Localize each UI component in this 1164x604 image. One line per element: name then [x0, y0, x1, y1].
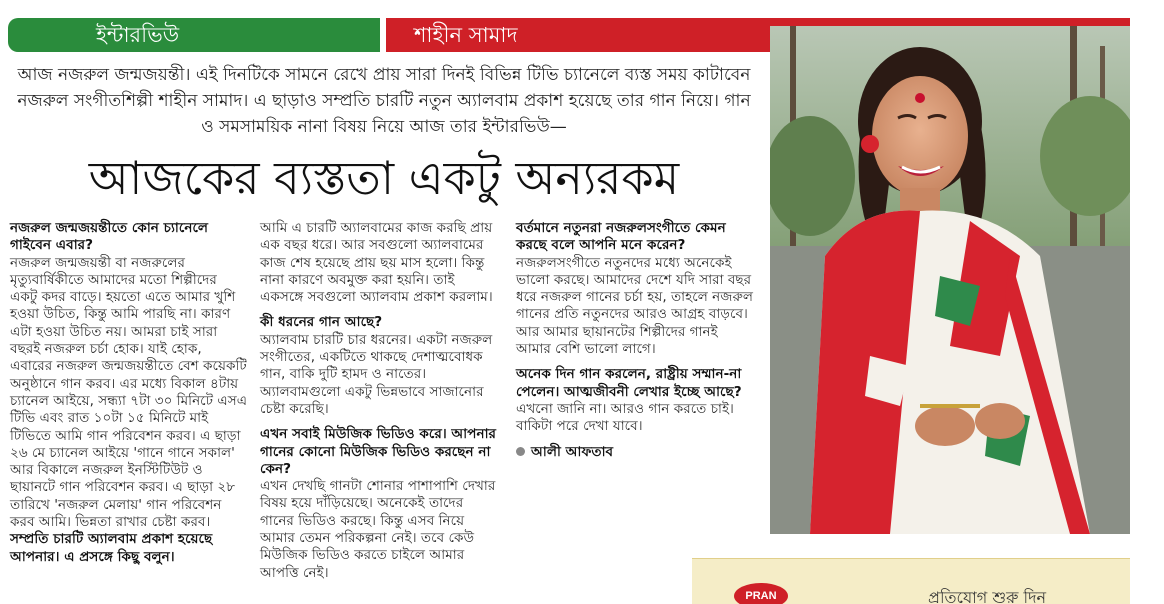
question-2: সম্প্রতি চারটি অ্যালবাম প্রকাশ হয়েছে আপনার। এ প্রসঙ্গে কিছু বলুন।	[10, 531, 213, 565]
column-1	[10, 220, 248, 566]
question-1: নজরুল জন্মজয়ন্তীতে কোন চ্যানেলে গাইবেন এবার?	[10, 220, 209, 254]
answer-2: আমি এ চারটি অ্যালবামের কাজ করছি প্রায় এক বছর ধরে। আর সবগুলো অ্যালবামের কাজ শেষ হয়েছে প্রায় ছয় মাস হলো। কিন্তু নানা কারণে অবমুক্ত করা হয়নি। তাই একসঙ্গে সবগুলো অ্যালবাম প্রকাশ করলাম।	[260, 220, 493, 306]
intro-paragraph: আজ নজরুল জন্মজয়ন্তী। এই দিনটিকে সামনে রেখে প্রায় সারা দিনই বিভিন্ন টিভি চ্যানেলে ব্যস্ত সময় কাটাবেন নজরুল সংগীতশিল্পী শাহীন সামাদ। এ ছাড়াও সম্প্রতি চারটি নতুন অ্যালবাম প্রকাশ হয়েছে তার গান নিয়ে। গান ও সমসাময়িক নানা বিষয় নিয়ে আজ তার ইন্টারভিউ—	[17, 65, 751, 137]
column-2	[260, 220, 498, 582]
question-5: বর্তমানে নতুনরা নজরুলসংগীতে কেমন করছে বলে আপনি মনে করেন?	[516, 220, 726, 254]
answer-5: নজরুলসংগীতে নতুনদের মধ্যে অনেকেই ভালো করছে। আমাদের দেশে যদি সারা বছর ধরে নজরুল গানের চর্চা হয়, তাহলে নজরুল গানের প্রতি নতুনদের আরও আগ্রহ বাড়বে। আর আমার ছায়ানটের শিল্পীদের গানই আমার বেশি ভালো লাগে।	[516, 254, 754, 358]
column-3	[516, 220, 754, 461]
portrait-illustration	[770, 26, 1130, 534]
page-title: আজকের ব্যস্ততা একটু অন্যরকম	[88, 151, 680, 205]
answer-6: এখনো জানি না। আরও গান করতে চাই। বাকিটা পরে দেখা যাবে।	[516, 400, 734, 435]
person-name-banner: শাহীন সামাদ	[386, 18, 770, 52]
ad-text: প্রতিযোগ শুরু দিন	[928, 588, 1047, 604]
answer-4: এখন দেখছি গানটা শোনার পাশাপাশি দেখার বিষয় হয়ে দাঁড়িয়েছে। অনেকেই তাদের গানের ভিডিও করছে। কিন্তু এসব নিয়ে আমার তেমন পরিকল্পনা নেই। তবে কেউ মিউজিক ভিডিও করতে চাইলে আমার আপত্তি নেই।	[260, 478, 496, 581]
byline	[516, 444, 754, 461]
byline-name: আলী আফতাব	[531, 443, 614, 460]
pran-logo: PRAN	[734, 583, 788, 604]
header-strip	[770, 18, 1130, 26]
section-label: ইন্টারভিউ	[8, 18, 380, 52]
bullet-icon	[516, 447, 525, 456]
question-3: কী ধরনের গান আছে?	[260, 314, 383, 331]
question-4: এখন সবাই মিউজিক ভিডিও করে। আপনার গানের কোনো মিউজিক ভিডিও করছেন না কেন?	[260, 426, 497, 477]
advertisement-banner[interactable]	[692, 558, 1130, 604]
answer-3: অ্যালবাম চারটি চার ধরনের। একটা নজরুল সংগীতের, একটিতে থাকছে দেশাত্মবোধক গান, বাকি দুটি হামদ ও নাতের। অ্যালবামগুলো একটু ভিন্নভাবে সাজানোর চেষ্টা করেছি।	[260, 331, 493, 417]
portrait-photo	[770, 26, 1130, 534]
question-6: অনেক দিন গান করলেন, রাষ্ট্রীয় সম্মান-না পেলেন। আত্মজীবনী লেখার ইচ্ছে আছে?	[516, 366, 742, 400]
answer-1: নজরুল জন্মজয়ন্তী বা নজরুলের মৃত্যুবার্ষিকীতে আমাদের মতো শিল্পীদের একটু কদর বাড়ে। হয়তো এতে আমার খুশি হওয়া উচিত, কিন্তু আমি পারছি না। কারণ এটা হওয়া উচিত নয়। আমরা চাই সারা বছরই নজরুল চর্চা হোক। যাই হোক, এবারের নজরুল জন্মজয়ন্তীতে বেশ কয়েকটি অনুষ্ঠানে গান করব। এর মধ্যে বিকাল ৪টায় চ্যানেল আইয়ে, সন্ধ্যা ৭টা ৩০ মিনিটে এসএ টিভি এবং রাত ১০টা ১৫ মিনিটে মাই টিভিতে আমি গান পরিবেশন করব। এ ছাড়া ২৬ মে চ্যানেল আইয়ে 'গানে গানে সকাল' আর বিকালে নজরুল ইনস্টিটিউট ও ছায়ানটে গান পরিবেশন করব। এ ছাড়া ২৮ তারিখে 'নজরুল মেলায়' গান পরিবেশন করব আমি। ভিন্নতা রাখার চেষ্টা করব।	[10, 254, 248, 531]
